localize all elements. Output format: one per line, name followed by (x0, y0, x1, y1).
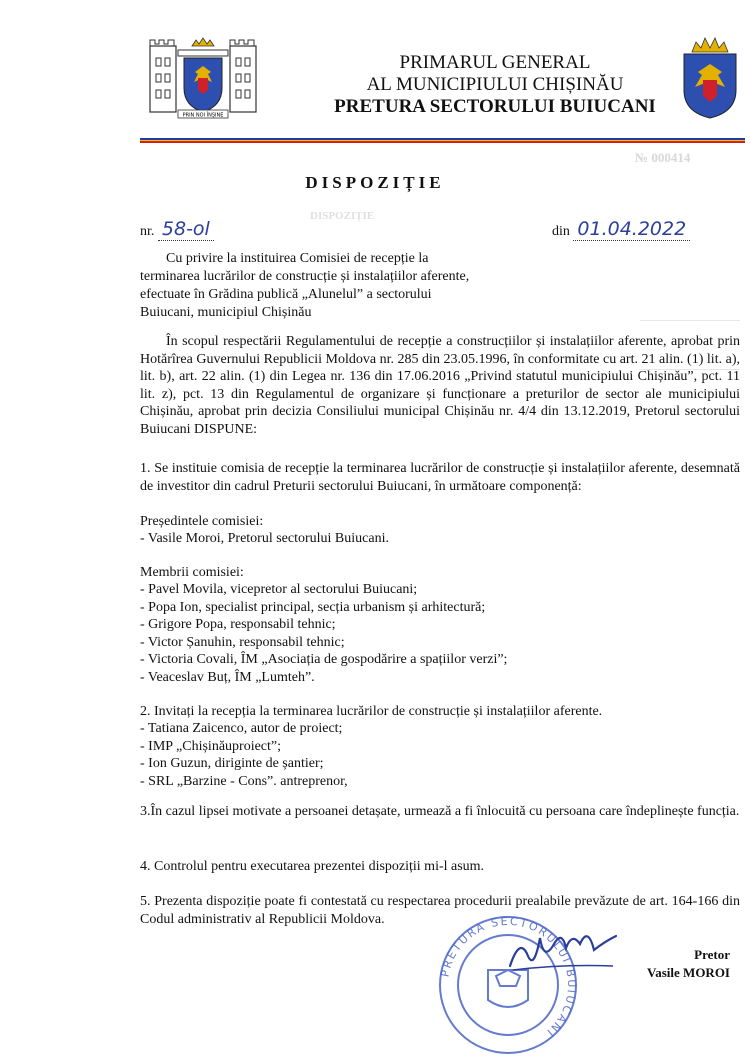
invited-list (140, 720, 740, 790)
stripe-red (140, 141, 745, 143)
faint-bleed-through: DISPOZIȚIE (310, 210, 375, 222)
stamp-text: PRETURA SECTORULUI BUIUCANI (438, 914, 579, 1040)
intro-paragraph: În scopul respectării Regulamentului de recepție a construcțiilor și instalațiilor aferente, aprobat prin Hotărîrea Guvernului Republicii Moldova nr. 285 din 23.05.1996, în conformitate cu art. 21 alin. (1) lit. a), lit. b), art. 22 alin. (1) din Legea nr. 136 din 17.06.2016 „Privind statutul municipiului Chișinău”, pct. 11 lit. z), pct. 13 din Regulamentul de organizare și funcționare a preturilor de sector ale municipiului Chișinău, aprobat prin decizia Consiliului municipal Chișinău nr. 4/4 din 13.12.2019, Pretorul sectorului Buiucani DISPUNE: (140, 334, 740, 437)
list-item: - Grigore Popa, responsabil tehnic; (140, 617, 336, 632)
point-3: 3.În cazul lipsei motivate a persoanei detașate, urmează a fi înlocuită cu persoana care îndeplinește funcția. (140, 804, 740, 819)
document-number (140, 218, 214, 241)
list-item: - SRL „Barzine - Cons”. antreprenor, (140, 773, 348, 789)
point-1: 1. Se instituie comisia de recepție la terminarea lucrărilor de construcție și instalațiilor aferente, desemnată de investitor din cadrul Preturii sectorului Buiucani, în următoare componență: (140, 461, 740, 494)
signer-block (600, 946, 730, 982)
point-5: 5. Prezenta dispoziție poate fi contestată cu respectarea procedurii prealabile prevăzute de art. 164-166 din Codul administrativ al Republicii Moldova. (140, 894, 740, 927)
title-line-1: PRIMARUL GENERAL (399, 52, 591, 73)
list-item: - Victoria Covali, ÎM „Asociația de gospodărire a spațiilor verzi”; (140, 652, 508, 667)
nr-value: 58-ol (158, 218, 214, 241)
buiucani-coat-of-arms-icon (148, 36, 258, 122)
document-subject: Cu privire la instituirea Comisiei de recepție la terminarea lucrărilor de construcție și instalațiilor aferente, efectuate în Grădina publică „Alunelul” a sectorului Buiucani, municipiul Chișinău (140, 251, 470, 320)
list-item: - Pavel Movila, vicepretor al sectorului Buiucani; (140, 582, 418, 597)
president-name: - Vasile Moroi, Pretorul sectorului Buiucani. (140, 531, 389, 546)
tricolor-stripe (140, 138, 745, 142)
title-line-2: AL MUNICIPIULUI CHIȘINĂU (366, 74, 624, 95)
list-item: - Popa Ion, specialist principal, secția urbanism și arhitectură; (140, 599, 486, 615)
signer-title: Pretor (694, 947, 730, 962)
list-item: - Victor Șanuhin, responsabil tehnic; (140, 634, 345, 650)
list-item: - IMP „Chișinăuproiect”; (140, 738, 282, 754)
members-label: Membrii comisiei: (140, 565, 244, 580)
chisinau-coat-of-arms-icon (680, 36, 740, 120)
list-item: - Veaceslav Buț, ÎM „Lumteh”. (140, 669, 315, 685)
document-date (552, 218, 690, 241)
point-2: 2. Invitați la recepția la terminarea lucrărilor de construcție și instalațiilor aferente. (140, 704, 603, 719)
president-label: Președintele comisiei: (140, 514, 264, 529)
point-4: 4. Controlul pentru executarea prezentei dispoziții mi-l asum. (140, 859, 485, 874)
signer-name: Vasile MOROI (647, 965, 730, 980)
title-line-3: PRETURA SECTORULUI BUIUCANI (334, 96, 656, 117)
members-list (140, 581, 740, 686)
document-heading: DISPOZIȚIE (305, 173, 445, 192)
list-item: - Ion Guzun, diriginte de șantier; (140, 756, 324, 771)
faint-registration-mark: № 000414 (635, 150, 691, 165)
list-item: - Tatiana Zaicenco, autor de proiect; (140, 721, 343, 736)
date-label: din (552, 224, 570, 239)
nr-label: nr. (140, 224, 155, 239)
institution-title (300, 52, 690, 118)
date-value: 01.04.2022 (573, 218, 690, 241)
svg-text:PRIN NOI ÎNȘINE: PRIN NOI ÎNȘINE (182, 112, 224, 119)
